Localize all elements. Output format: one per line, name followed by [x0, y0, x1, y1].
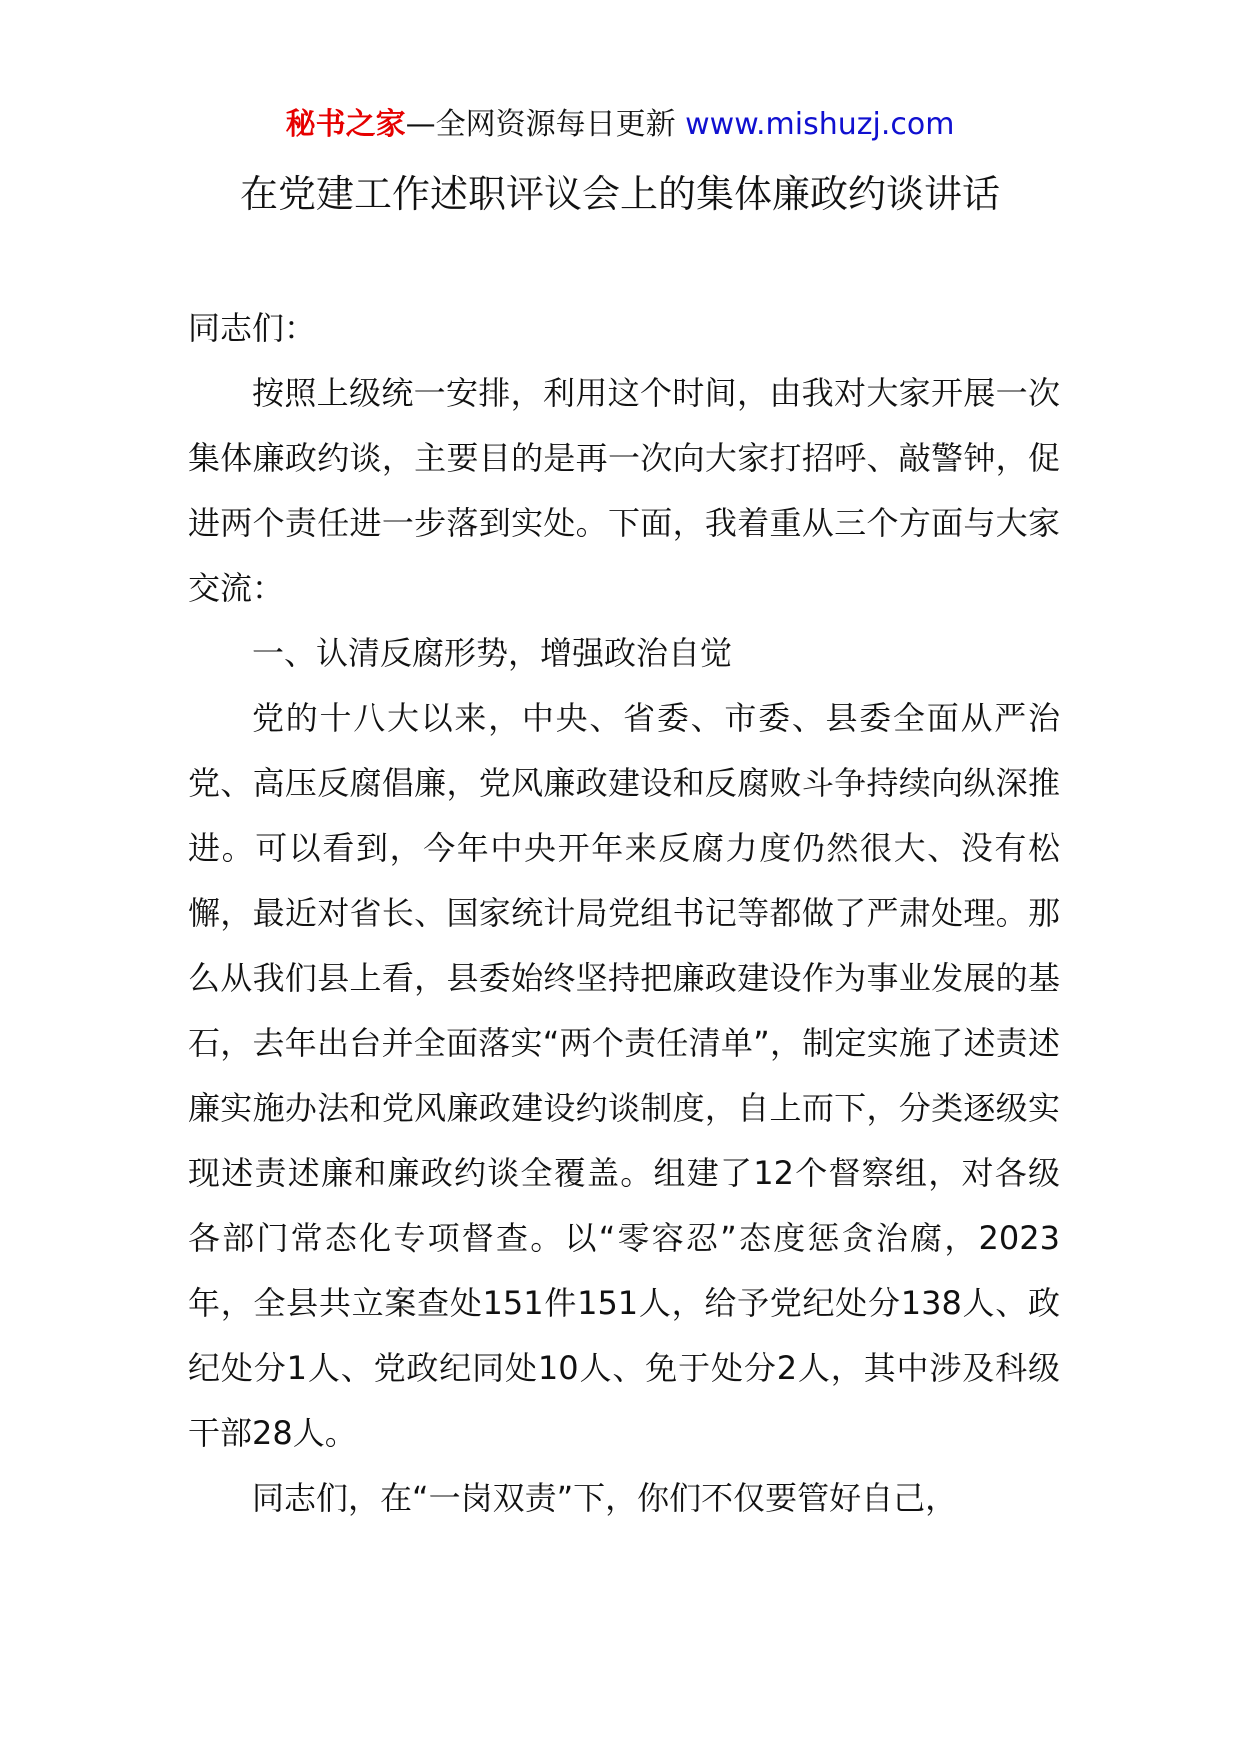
document-title: 在党建工作述职评议会上的集体廉政约谈讲话	[239, 172, 1000, 216]
site-url-link[interactable]: www.mishuzj.com	[685, 107, 955, 142]
brand-name: 秘书之家	[285, 107, 406, 142]
salutation: 同志们：	[188, 309, 317, 347]
paragraph-responsibility: 同志们，在“一岗双责”下，你们不仅要管好自己，	[252, 1479, 958, 1517]
paragraph-intro: 按照上级统一安排，利用这个时间，由我对大家开展一次集体廉政约谈，主要目的是再一次向大家打招呼、敲警钟，促进两个责任进一步落到实处。下面，我着重从三个方面与大家交流：	[188, 374, 1060, 607]
paragraph-situation: 党的十八大以来，中央、省委、市委、县委全面从严治党、高压反腐倡廉，党风廉政建设和反腐败斗争持续向纵深推进。可以看到，今年中央开年来反腐力度仍然很大、没有松懈，最近对省长、国家统计局党组书记等都做了严肃处理。那么从我们县上看，县委始终坚持把廉政建设作为事业发展的基石，去年出台并全面落实“两个责任清单”，制定实施了述责述廉实施办法和党风廉政建设约谈制度，自上而下，分类逐级实现述责述廉和廉政约谈全覆盖。组建了12个督察组，对各级各部门常态化专项督查。以“零容忍”态度惩贪治腐，2023年，全县共立案查处151件151人，给予党纪处分138人、政纪处分1人、党政纪同处10人、免于处分2人，其中涉及科级干部28人。	[188, 699, 1060, 1452]
header-tagline: —全网资源每日更新	[405, 107, 676, 142]
document-body	[188, 296, 1060, 1531]
section-heading-1: 一、认清反腐形势，增强政治自觉	[252, 634, 733, 672]
site-header	[0, 103, 1240, 147]
